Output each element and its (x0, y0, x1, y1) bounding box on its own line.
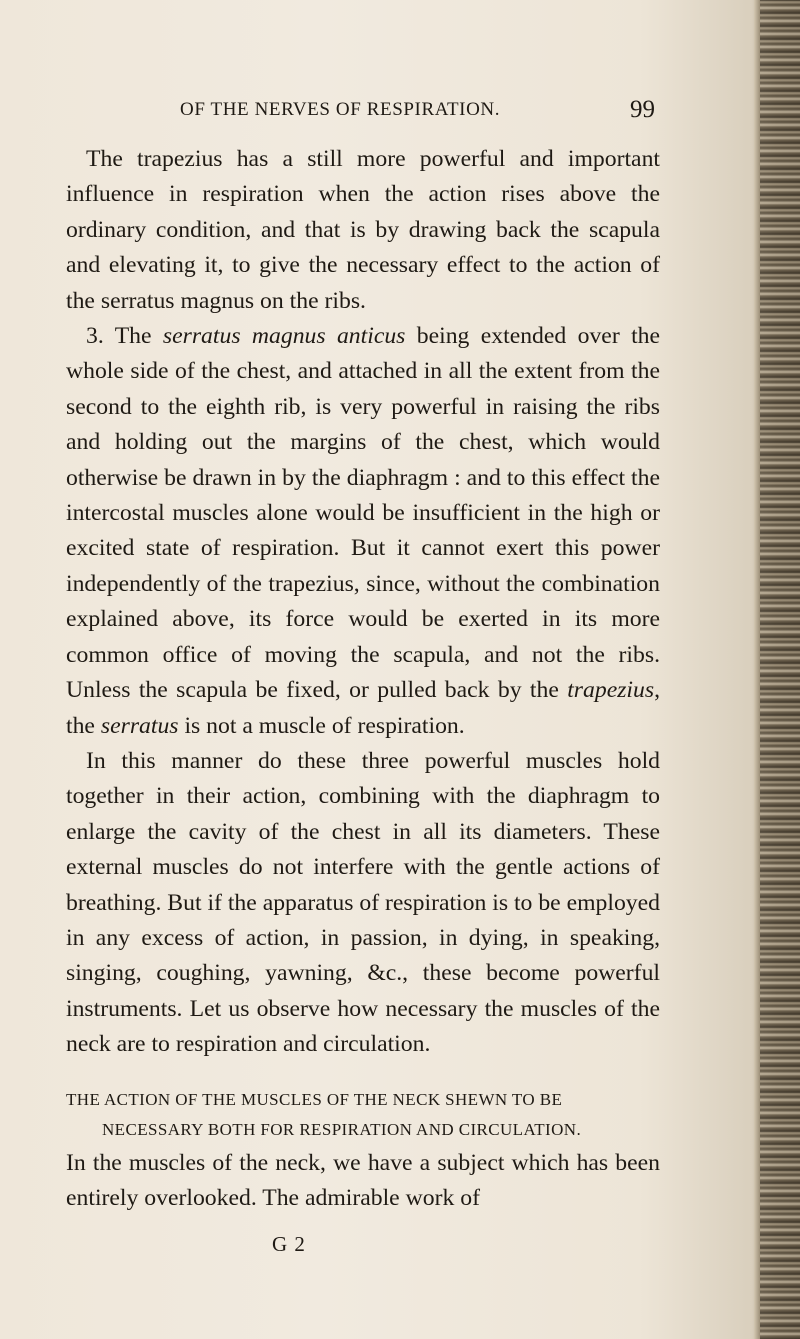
section-heading (66, 1085, 660, 1145)
book-binding (760, 0, 800, 1339)
signature-mark: G 2 (272, 1232, 306, 1256)
paragraph-text: , the (66, 677, 660, 739)
paragraph-number: 3. The (86, 323, 163, 350)
page-number: 99 (630, 96, 655, 123)
paragraph-trapezius: The trapezius has a still more powerful and important influence in respiration when the action rises above the ordinary condition, and that is by drawing back the scapula and elevating it, to give the necessary effect to the action of the serratus magnus on the ribs. (66, 146, 660, 314)
italic-term: trapezius (567, 677, 655, 704)
header-title: OF THE NERVES OF RESPIRATION. (180, 99, 501, 120)
body-text (66, 142, 660, 1063)
paragraph-text: is not a muscle of respiration. (178, 712, 465, 739)
section-heading-line1: THE ACTION OF THE MUSCLES OF THE NECK SHEWN TO BE (66, 1090, 563, 1109)
running-header (100, 92, 660, 128)
paragraph-serratus (66, 319, 660, 744)
paragraph-three-muscles: In this manner do these three powerful muscles hold together in their action, combining with the diaphragm to enlarge the cavity of the chest in all its diameters. These external muscles do not interfere with the gentle actions of breathing. But if the apparatus of respiration is to be employed in any excess of action, in passion, in dying, in speaking, singing, coughing, yawning, &c., these become powerful instruments. Let us observe how necessary the muscles of the neck are to respiration and circulation. (66, 747, 661, 1058)
paragraph-neck-muscles: In the muscles of the neck, we have a subject which has been entirely overlooked. The admirable work of (66, 1150, 660, 1212)
italic-term: serratus (100, 712, 179, 739)
closing-text (66, 1146, 660, 1217)
italic-term: serratus magnus anticus (162, 323, 406, 350)
paragraph-text: being extended over the whole side of the chest, and attached in all the extent from the second to the eighth rib, is very powerful in raising the ribs and holding out the margins of the chest, which would otherwise be drawn in by the diaphragm : and to this effect the intercostal muscles alone would be insufficient in the high or excited state of respiration. But it cannot exert this power independently of the trapezius, since, without the combination explained above, its force would be exerted in its more common office of moving the scapula, and not the ribs. Unless the scapula be fixed, or pulled back by the (66, 323, 661, 704)
section-heading-line2: NECESSARY BOTH FOR RESPIRATION AND CIRCULATION. (102, 1120, 582, 1139)
